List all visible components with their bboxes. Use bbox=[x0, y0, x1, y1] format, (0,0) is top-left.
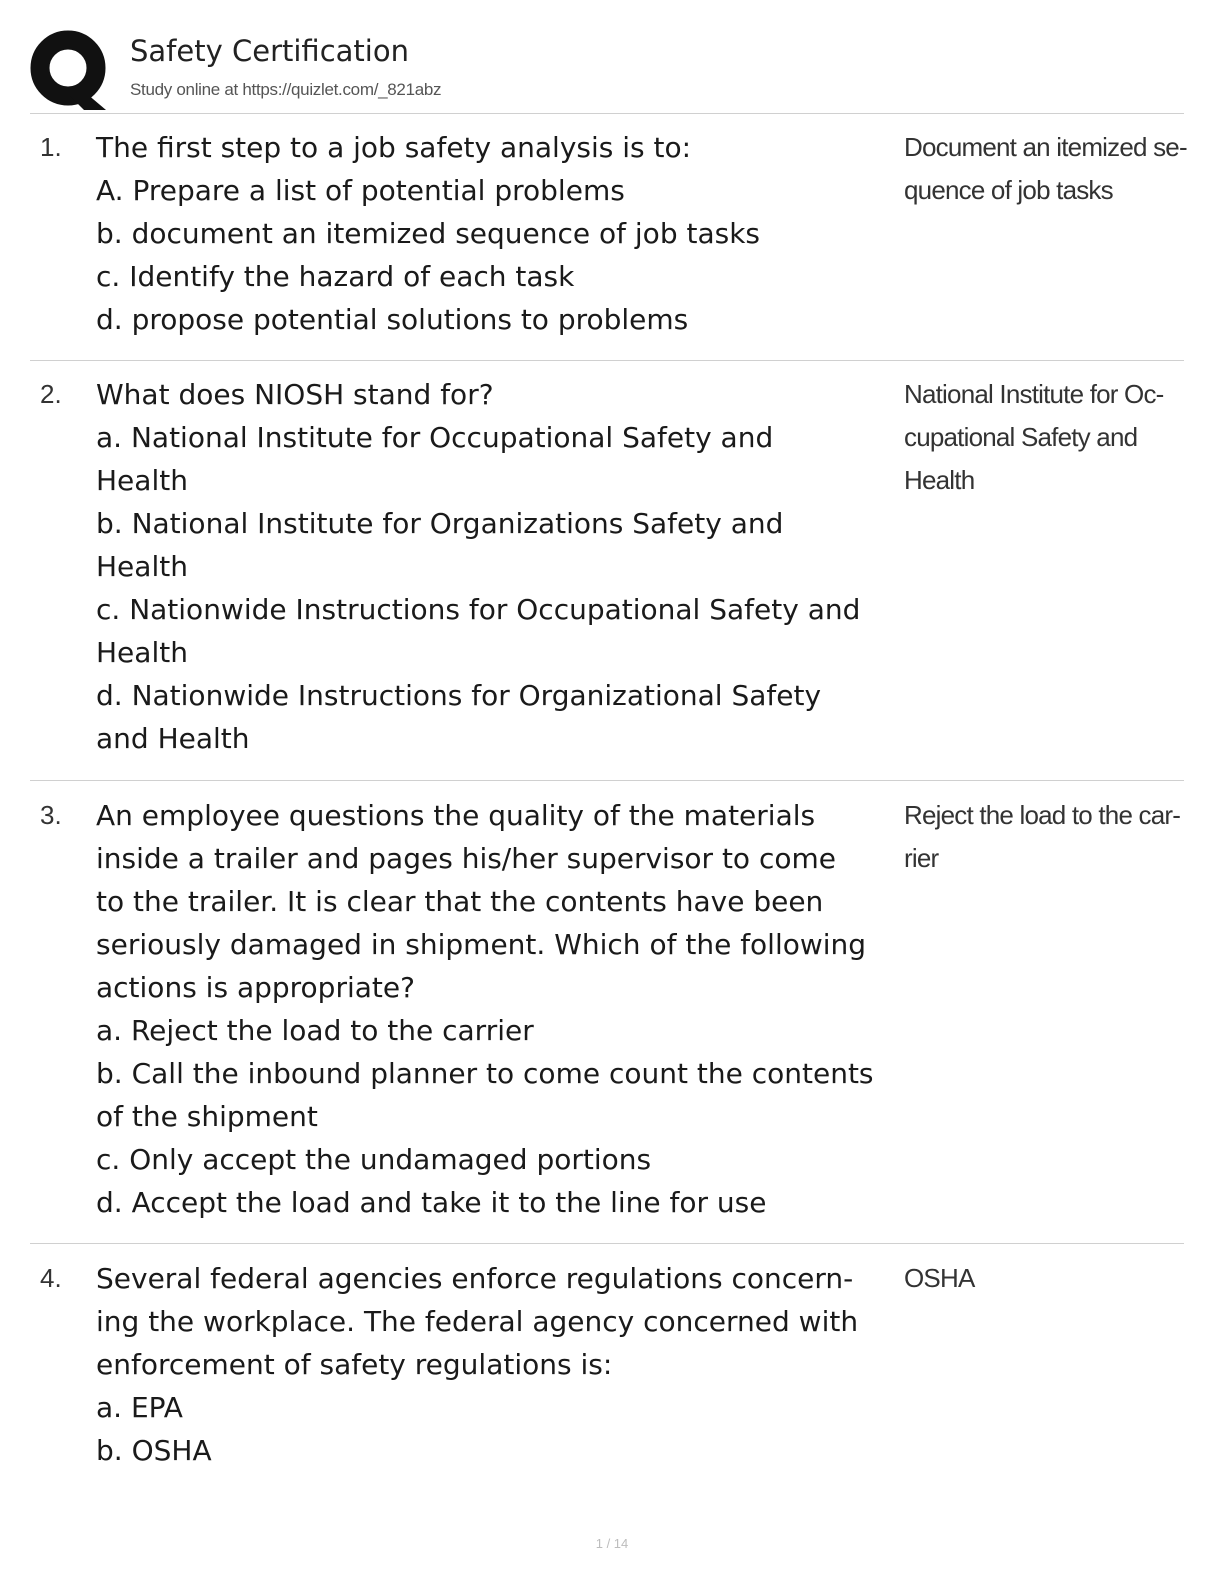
answer-line: Document an itemized se- bbox=[904, 132, 1187, 162]
card-answer bbox=[904, 126, 1187, 212]
answer-line: OSHA bbox=[904, 1263, 975, 1293]
question-line: Health bbox=[96, 636, 188, 669]
question-line: actions is appropriate? bbox=[96, 971, 415, 1004]
question-line: to the trailer. It is clear that the contents have been bbox=[96, 885, 824, 918]
card-question bbox=[96, 126, 902, 341]
question-line: c. Nationwide Instructions for Occupational Safety and bbox=[96, 593, 861, 626]
flashcard bbox=[30, 126, 1187, 361]
question-line: Health bbox=[96, 464, 188, 497]
header-divider bbox=[30, 113, 1184, 114]
question-line: of the shipment bbox=[96, 1100, 318, 1133]
question-line: a. Reject the load to the carrier bbox=[96, 1014, 534, 1047]
card-question bbox=[96, 794, 902, 1224]
question-line: Several federal agencies enforce regulations concern- bbox=[96, 1262, 854, 1295]
answer-line: rier bbox=[904, 843, 939, 873]
answer-line: Reject the load to the car- bbox=[904, 800, 1181, 830]
card-number: 1. bbox=[40, 132, 62, 162]
question-line: b. National Institute for Organizations Safety and bbox=[96, 507, 784, 540]
question-line: inside a trailer and pages his/her supervisor to come bbox=[96, 842, 836, 875]
page-header bbox=[30, 30, 1184, 114]
quizlet-logo-icon bbox=[30, 30, 110, 110]
card-answer bbox=[904, 1257, 1174, 1300]
question-line: The first step to a job safety analysis is to: bbox=[96, 131, 692, 164]
card-divider bbox=[30, 780, 1184, 781]
question-line: ing the workplace. The federal agency concerned with bbox=[96, 1305, 859, 1338]
question-line: d. Nationwide Instructions for Organizational Safety bbox=[96, 679, 822, 712]
card-number: 4. bbox=[40, 1263, 62, 1293]
card-answer bbox=[904, 373, 1174, 502]
study-online-link[interactable]: Study online at https://quizlet.com/_821abz bbox=[130, 80, 442, 99]
answer-line: quence of job tasks bbox=[904, 175, 1113, 205]
question-line: enforcement of safety regulations is: bbox=[96, 1348, 613, 1381]
card-answer bbox=[904, 794, 1181, 880]
answer-line: cupational Safety and bbox=[904, 422, 1138, 452]
question-line: What does NIOSH stand for? bbox=[96, 378, 494, 411]
card-number: 3. bbox=[40, 800, 62, 830]
question-line: d. propose potential solutions to problems bbox=[96, 303, 689, 336]
question-line: and Health bbox=[96, 722, 250, 755]
page-indicator: 1 / 14 bbox=[595, 1536, 629, 1551]
card-divider bbox=[30, 1243, 1184, 1244]
flashcard bbox=[30, 1257, 1184, 1487]
question-line: a. EPA bbox=[96, 1391, 183, 1424]
question-line: b. OSHA bbox=[96, 1434, 212, 1467]
question-line: b. Call the inbound planner to come count the contents bbox=[96, 1057, 874, 1090]
question-line: A. Prepare a list of potential problems bbox=[96, 174, 625, 207]
question-line: seriously damaged in shipment. Which of the following bbox=[96, 928, 867, 961]
flashcard bbox=[30, 794, 1184, 1244]
question-line: Health bbox=[96, 550, 188, 583]
answer-line: Health bbox=[904, 465, 975, 495]
question-line: c. Only accept the undamaged portions bbox=[96, 1143, 652, 1176]
page-title: Safety Certification bbox=[130, 34, 409, 68]
flashcard bbox=[30, 373, 1184, 781]
question-line: b. document an itemized sequence of job tasks bbox=[96, 217, 761, 250]
question-line: c. Identify the hazard of each task bbox=[96, 260, 575, 293]
question-line: a. National Institute for Occupational Safety and bbox=[96, 421, 774, 454]
card-number: 2. bbox=[40, 379, 62, 409]
answer-line: National Institute for Oc- bbox=[904, 379, 1164, 409]
question-line: d. Accept the load and take it to the line for use bbox=[96, 1186, 767, 1219]
card-divider bbox=[30, 360, 1184, 361]
card-question bbox=[96, 1257, 902, 1472]
question-line: An employee questions the quality of the materials bbox=[96, 799, 816, 832]
card-question bbox=[96, 373, 902, 760]
